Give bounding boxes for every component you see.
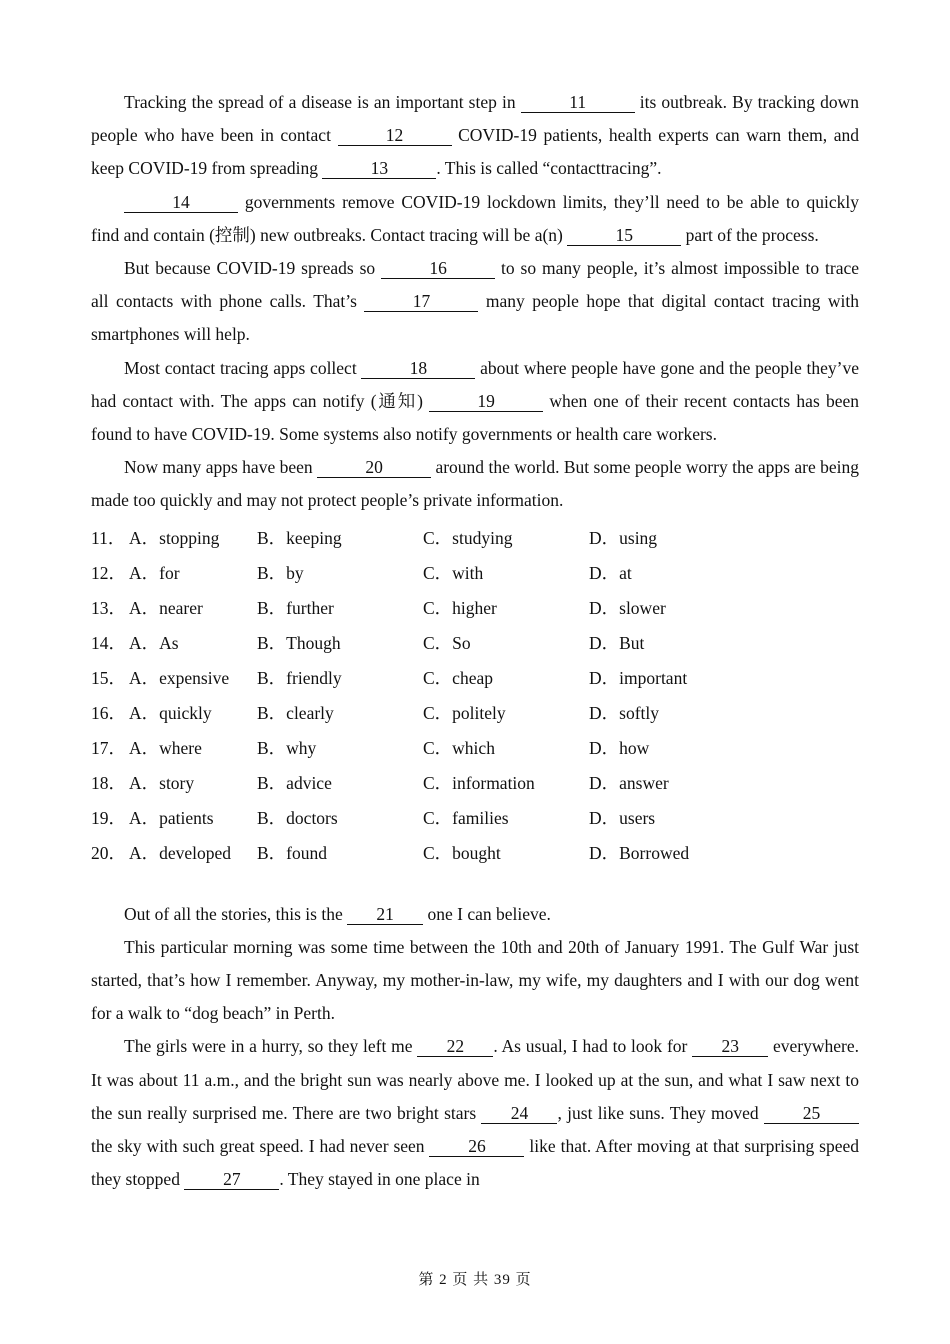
- passage1-paragraph-5: Now many apps have been 20 around the world. But some people worry the apps are being made too quickly and may not protect people’s private information.: [91, 457, 859, 511]
- option-row: [91, 730, 859, 765]
- option-b[interactable]: B．by: [257, 562, 304, 583]
- blank-14: 14: [124, 192, 238, 213]
- option-row: [91, 555, 859, 590]
- question-number: 18．: [91, 772, 126, 793]
- option-c[interactable]: C．politely: [423, 702, 506, 723]
- option-row: [91, 765, 859, 800]
- question-number: 14．: [91, 632, 126, 653]
- option-d[interactable]: D．at: [589, 562, 632, 583]
- blank-20: 20: [317, 457, 431, 478]
- option-b[interactable]: B．further: [257, 597, 334, 618]
- passage1-paragraph-4: Most contact tracing apps collect 18 about where people have gone and the people they’ve had contact with. The apps can notify (通知) 19 when one of their recent contacts has been found to have COVID-19. Some systems also notify governments or health care workers.: [91, 357, 859, 445]
- passage2-paragraph-2: This particular morning was some time between the 10th and 20th of January 1991. The Gulf War just started, that’s how I remember. Anyway, my mother-in-law, my wife, my daughters and I with our dog went for a walk to “dog beach” in Perth.: [91, 936, 859, 1024]
- blank-13: 13: [322, 158, 436, 179]
- option-b[interactable]: B．why: [257, 737, 317, 758]
- option-row: [91, 625, 859, 660]
- option-row: [91, 695, 859, 730]
- option-row: [91, 520, 859, 555]
- blank-23: 23: [692, 1036, 768, 1057]
- option-row: [91, 835, 859, 870]
- question-number: 13．: [91, 597, 126, 618]
- option-d[interactable]: D．how: [589, 737, 650, 758]
- option-d[interactable]: D．slower: [589, 597, 666, 618]
- blank-11: 11: [521, 92, 635, 113]
- document-page: [91, 86, 859, 1196]
- option-a[interactable]: A．expensive: [129, 667, 230, 688]
- blank-26: 26: [429, 1136, 524, 1157]
- option-d[interactable]: D．softly: [589, 702, 659, 723]
- option-a[interactable]: A．developed: [129, 842, 232, 863]
- option-a[interactable]: A．As: [129, 632, 179, 653]
- option-d[interactable]: D．answer: [589, 772, 669, 793]
- option-c[interactable]: C．studying: [423, 527, 513, 548]
- option-row: [91, 660, 859, 695]
- blank-15: 15: [567, 225, 681, 246]
- blank-24: 24: [481, 1103, 557, 1124]
- passage1-paragraph-1: Tracking the spread of a disease is an important step in 11 its outbreak. By tracking down people who have been in contact 12 COVID-19 patients, health experts can warn them, and keep COVID-19 from spreading 13 . This is called “contacttracing”.: [91, 92, 860, 179]
- option-a[interactable]: A．stopping: [129, 527, 220, 548]
- option-d[interactable]: D．important: [589, 667, 688, 688]
- blank-17: 17: [364, 291, 478, 312]
- question-number: 15．: [91, 667, 126, 688]
- option-c[interactable]: C．cheap: [423, 667, 493, 688]
- option-c[interactable]: C．with: [423, 562, 484, 583]
- option-d[interactable]: D．Borrowed: [589, 842, 690, 863]
- question-number: 11．: [91, 527, 126, 548]
- passage2-paragraph-3: The girls were in a hurry, so they left me 22 . As usual, I had to look for 23 everywhere. It was about 11 a.m., and the bright sun was nearly above me. I looked up at the sun, and what I saw next to the sun really surprised me. There are two bright stars 24 , just like suns. They moved 25 the sky with such great speed. I had never seen 26 like that. After moving at that surprising speed they stopped 27 . They stayed in one place in: [91, 1036, 859, 1190]
- section-spacer: [91, 870, 859, 898]
- blank-21: 21: [347, 904, 423, 925]
- blank-22: 22: [417, 1036, 493, 1057]
- option-d[interactable]: D．users: [589, 807, 656, 828]
- question-number: 16．: [91, 702, 126, 723]
- option-a[interactable]: A．nearer: [129, 597, 203, 618]
- option-d[interactable]: D．But: [589, 632, 645, 653]
- option-row: [91, 800, 859, 835]
- option-b[interactable]: B．Though: [257, 632, 341, 653]
- blank-12: 12: [338, 125, 452, 146]
- passage2-paragraph-1: Out of all the stories, this is the 21 one I can believe.: [124, 903, 551, 924]
- option-b[interactable]: B．friendly: [257, 667, 342, 688]
- option-a[interactable]: A．for: [129, 562, 180, 583]
- page-footer: 第 2 页 共 39 页: [418, 1272, 532, 1288]
- question-number: 17．: [91, 737, 126, 758]
- option-a[interactable]: A．quickly: [129, 702, 212, 723]
- option-a[interactable]: A．story: [129, 772, 195, 793]
- option-a[interactable]: A．where: [129, 737, 202, 758]
- option-b[interactable]: B．keeping: [257, 527, 342, 548]
- blank-16: 16: [381, 258, 495, 279]
- option-row: [91, 590, 859, 625]
- option-c[interactable]: C．families: [423, 807, 509, 828]
- blank-27: 27: [184, 1169, 279, 1190]
- question-number: 20．: [91, 842, 126, 863]
- option-b[interactable]: B．clearly: [257, 702, 334, 723]
- option-c[interactable]: C．which: [423, 737, 495, 758]
- passage1-paragraph-3: But because COVID-19 spreads so 16 to so many people, it’s almost impossible to trace all contacts with phone calls. That’s 17 many people hope that digital contact tracing with smartphones will help.: [91, 258, 860, 345]
- option-a[interactable]: A．patients: [129, 807, 214, 828]
- question-number: 19．: [91, 807, 126, 828]
- option-c[interactable]: C．information: [423, 772, 535, 793]
- option-b[interactable]: B．doctors: [257, 807, 338, 828]
- options-list: [91, 520, 859, 870]
- option-b[interactable]: B．advice: [257, 772, 332, 793]
- option-b[interactable]: B．found: [257, 842, 327, 863]
- blank-19: 19: [429, 391, 543, 412]
- option-c[interactable]: C．bought: [423, 842, 501, 863]
- blank-18: 18: [361, 358, 475, 379]
- option-d[interactable]: D．using: [589, 527, 658, 548]
- blank-25: 25: [764, 1103, 859, 1124]
- passage1-paragraph-2: 14 governments remove COVID-19 lockdown limits, they’ll need to be able to quickly find and contain (控制) new outbreaks. Contact tracing will be a(n) 15 part of the process.: [91, 191, 859, 245]
- option-c[interactable]: C．So: [423, 632, 471, 653]
- option-c[interactable]: C．higher: [423, 597, 497, 618]
- question-number: 12．: [91, 562, 126, 583]
